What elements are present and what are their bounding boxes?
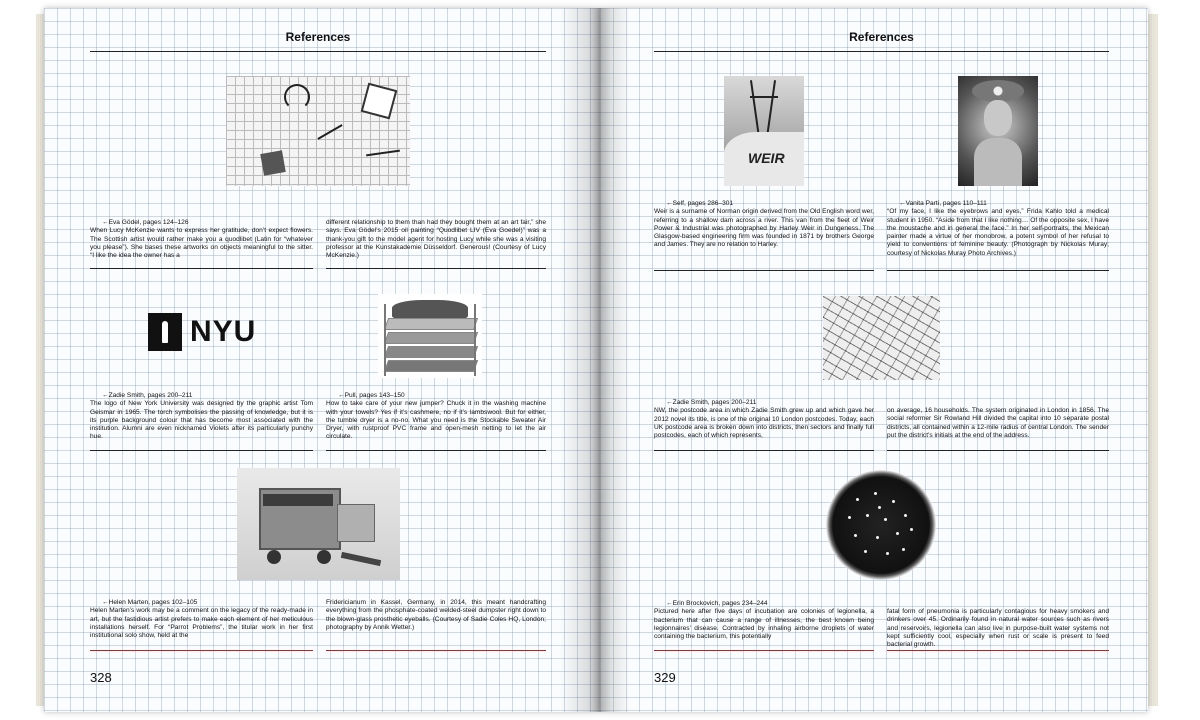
caption-text: Pictured here after five days of incubation are colonies of legionella, a bacterium that can cause a range of illnesses, the best known being legionnaires’ disease. Contracted by inhaling airborne droplets of water containing the bacterium, this potentially xyxy=(654,608,874,641)
entry-rule xyxy=(887,650,1109,651)
legionella-petri-dish-photo xyxy=(826,470,936,580)
caption-text: Fridericianum in Kassel, Germany, in 2014, this meant handcrafting everything from the phosphate-coated welded-steel dumpster right down to the blown-glass prosthetic eyeballs. (Courtesy of Sadie Coles HQ, London; photography by Annik Wetter.) xyxy=(326,599,546,631)
entry-helen-marten xyxy=(90,599,313,640)
caption-text: How to take care of your new jumper? Chuck it in the washing machine with your towels? Yes if it’s cashmere, no if it’s lambswool. But for either, the tumble dryer is a no-no. What you need is the Stockable Sweater Air Dryer, with rustproof PVC frame and open-mesh netting to let the air circulate. xyxy=(326,400,546,441)
entry-rule xyxy=(90,450,313,451)
reference-label: ← Eva Gödel, pages 124–126 xyxy=(90,219,313,227)
entry-rule xyxy=(654,650,874,651)
torch-icon xyxy=(148,313,182,351)
caption-text: “Of my face, I like the eyebrows and eyes,” Frida Kahlo told a medical student in 1950. “Aside from that I like nothing… Of the opposite sex, I have the moustache and in general the face.” In her self-portraits, the Mexican painter made a virtue of her monobrow, a potent symbol of her refusal to yield to conventions of feminine beauty. (Photograph by Nickolas Muray; courtesy of Nickolas Muray Photo Archives.) xyxy=(887,208,1109,257)
entry-self xyxy=(654,200,874,250)
header-rule xyxy=(654,51,1109,52)
entry-rule xyxy=(326,650,546,651)
entry-rule xyxy=(90,268,313,269)
entry-eva-godel xyxy=(90,219,313,260)
sweater-dryer-image xyxy=(378,294,482,378)
reference-label: ← Erin Brockovich, pages 234–244 xyxy=(654,600,874,608)
nyu-logo-text: NYU xyxy=(190,315,257,348)
reference-label: ← Zadie Smith, pages 200–211 xyxy=(654,399,874,407)
entry-helen-marten-continued xyxy=(326,599,546,632)
nyu-logo-image xyxy=(148,312,268,352)
reference-label: ← Helen Marten, pages 102–105 xyxy=(90,599,313,607)
entry-rule xyxy=(654,270,874,271)
entry-pull xyxy=(326,392,546,442)
entry-rule xyxy=(326,450,546,451)
caption-text: on average, 16 households. The system originated in London in 1856. The social reformer Sir Rowland Hill divided the capital into 10 separate postal districts, all contained within a 12-mile radius of central London. The sender put the district’s initials at the end of the address. xyxy=(887,407,1109,439)
book-gutter-shadow-right xyxy=(600,8,630,712)
entry-rule xyxy=(887,450,1109,451)
weir-van-photo xyxy=(724,76,804,186)
reference-label: ← Pull, pages 143–150 xyxy=(326,392,546,400)
page-number-left: 328 xyxy=(90,670,112,685)
caption-text: When Lucy McKenzie wants to express her gratitude, don’t expect flowers. The Scottish artist would rather make you a quodlibet (Latin for “whatever you please”). She bases these artworks on objects meaningful to the sitter. “I like the idea the owner has a xyxy=(90,227,313,260)
book-gutter-shadow-left xyxy=(560,8,600,712)
caption-text: The logo of New York University was designed by the graphic artist Tom Geismar in 1965. The torch symbolises the passing of knowledge, but it is its purple background colour that has become most associated with the institution. Alumni are even nicknamed Violets after its particularly punchy hue. xyxy=(90,400,313,441)
entry-rule xyxy=(326,268,546,269)
london-postcode-map-image xyxy=(823,296,940,380)
entry-zadie-smith-nw-continued xyxy=(887,407,1109,440)
page-number-right: 329 xyxy=(654,670,676,685)
quodlibet-painting-image xyxy=(226,76,410,186)
entry-vanita-parti xyxy=(887,200,1109,258)
parrot-problems-installation-image xyxy=(237,468,400,580)
reference-label: ← Zadie Smith, pages 200–211 xyxy=(90,392,313,400)
weir-van-logo-text: WEIR xyxy=(748,150,785,166)
header-rule xyxy=(90,51,546,52)
entry-erin-brockovich-continued xyxy=(887,608,1109,649)
caption-text: NW, the postcode area in which Zadie Smith grew up and which gave her 2012 novel its title, is one of the original 10 London postcodes. Today, each UK postcode area is broken down into districts, then sectors and finally full postcodes, each of which represents, xyxy=(654,407,874,440)
left-page-header: References xyxy=(285,30,351,44)
entry-erin-brockovich xyxy=(654,600,874,641)
caption-text: Weir is a surname of Norman origin derived from the Old English word wer, referring to a shallow dam across a river. This van from the fleet of Weir Power & Industrial was photographed by Harley Weir in Dungeness. The Glasgow-based engineering firm was founded in 1871 by brothers George and James. They are no relation to Harley. xyxy=(654,208,874,249)
reference-label: ← Vanita Parti, pages 110–111 xyxy=(887,200,1109,208)
frida-kahlo-portrait-photo xyxy=(958,76,1038,186)
caption-text: fatal form of pneumonia is particularly contagious for heavy smokers and drinkers over 45. Ordinarily found in natural water sources such as rivers and reservoirs, legionella can also live in purpose-built water systems not kept sufficiently cool, especially when rust or scale is present to feed bacterial growth. xyxy=(887,608,1109,649)
caption-text: different relationship to them than had they bought them at an art fair,” she says. Eva Gödel’s 2015 oil painting “Quodlibet LIV (Eva Goedel)” was a thank-you gift to the model agent for hosting Lucy while she was a visiting professor at the Kunstakademie Düsseldorf. Generous! (Courtesy of Lucy McKenzie.) xyxy=(326,219,546,260)
caption-text: Helen Marten’s work may be a comment on the legacy of the ready-made in art, but the fastidious artist prefers to make each element of her meticulous installations herself. For “Parrot Problems”, the titular work in her first institutional solo show, held at the xyxy=(90,607,313,640)
right-page-header: References xyxy=(849,30,914,44)
reference-label: ← Self, pages 286–301 xyxy=(654,200,874,208)
entry-eva-godel-continued xyxy=(326,219,546,260)
entry-zadie-smith-nyu xyxy=(90,392,313,442)
entry-rule xyxy=(654,450,874,451)
page-edge-right xyxy=(1148,14,1158,706)
entry-rule xyxy=(887,270,1109,271)
entry-zadie-smith-nw xyxy=(654,399,874,440)
page-edge-left xyxy=(36,14,44,706)
entry-rule xyxy=(90,650,313,651)
